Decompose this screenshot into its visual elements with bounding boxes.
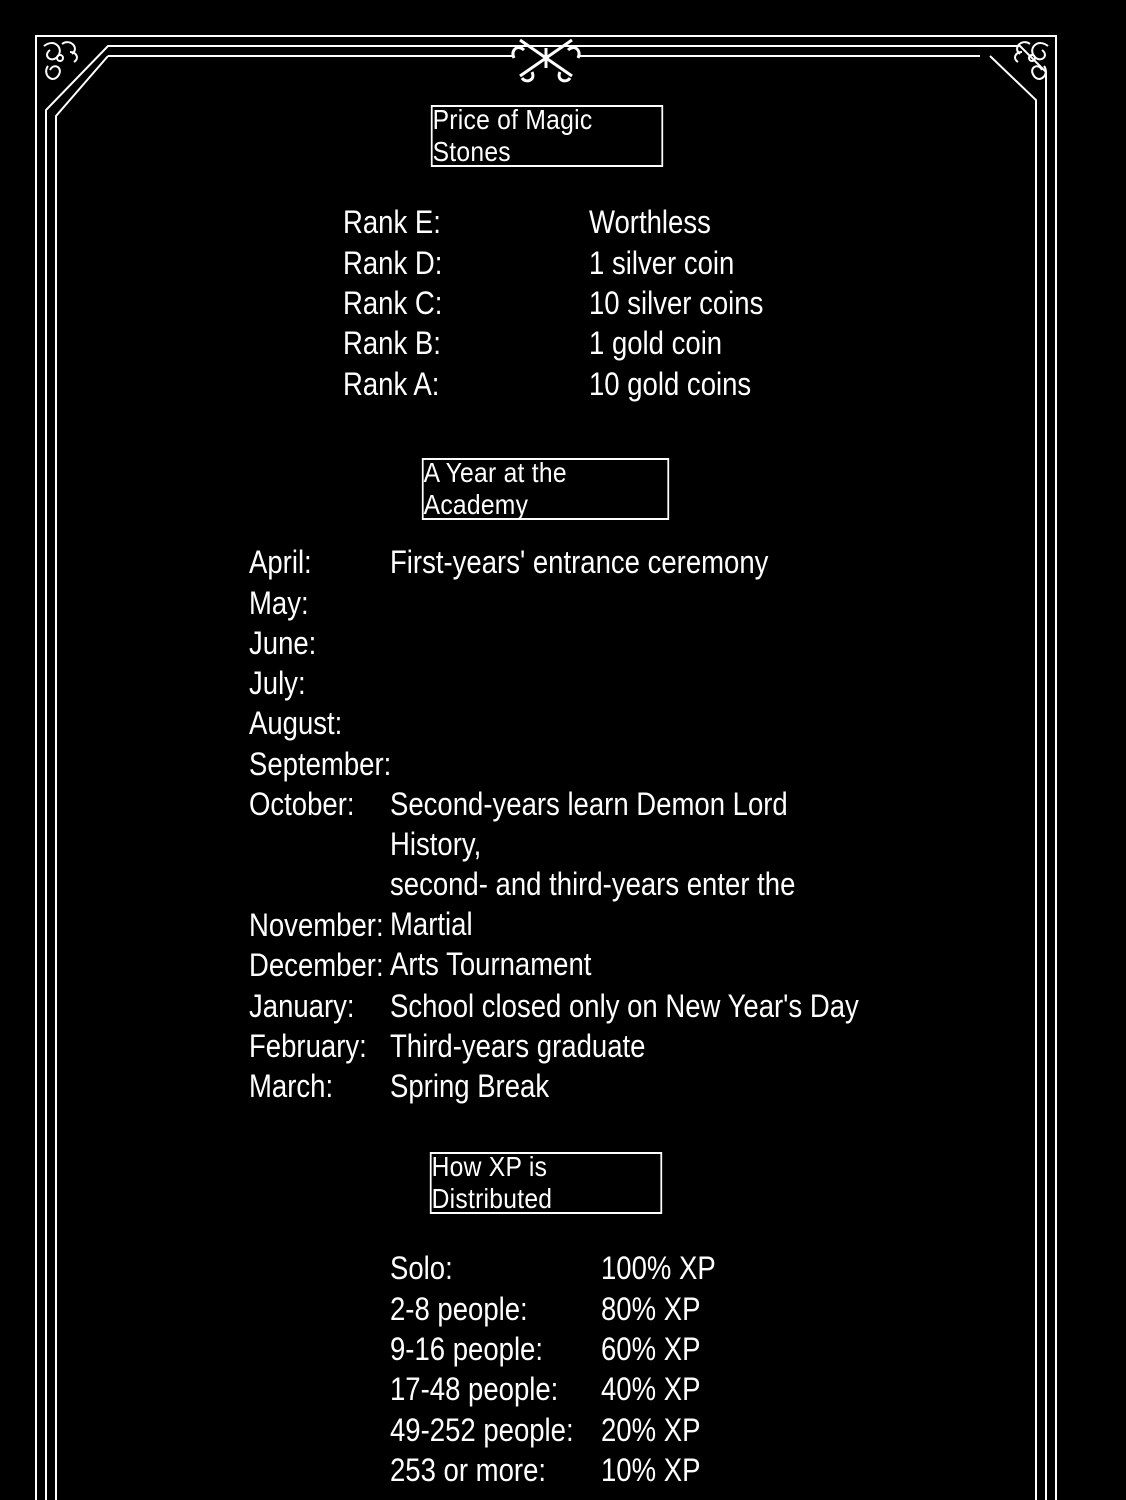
- rank-price: Worthless: [589, 204, 711, 240]
- month-label: January:: [249, 988, 355, 1024]
- rank-price: 10 silver coins: [589, 285, 764, 321]
- month-event: Spring Break: [390, 1068, 550, 1104]
- month-label: April:: [249, 544, 312, 580]
- month-label: March:: [249, 1068, 334, 1104]
- xp-share: 40% XP: [601, 1371, 701, 1407]
- month-label: July:: [249, 665, 306, 701]
- rank-label: Rank D:: [343, 245, 443, 281]
- xp-share: 20% XP: [601, 1412, 701, 1448]
- corner-flourish-right-icon: [1015, 42, 1048, 79]
- corner-flourish-left-icon: [44, 42, 77, 79]
- rank-price: 1 gold coin: [589, 325, 723, 361]
- month-label: December:: [249, 947, 384, 983]
- party-size-label: 49-252 people:: [390, 1412, 574, 1448]
- party-size-label: 2-8 people:: [390, 1291, 528, 1327]
- rank-label: Rank C:: [343, 285, 443, 321]
- month-event: First-years' entrance ceremony: [390, 544, 769, 580]
- rank-label: Rank A:: [343, 366, 440, 402]
- month-label: September:: [249, 746, 392, 782]
- month-event: School closed only on New Year's Day: [390, 988, 859, 1024]
- xp-share: 80% XP: [601, 1291, 701, 1327]
- month-event: Second-years learn Demon Lord History, second- and third-years enter the Martial Arts Tournament: [390, 786, 796, 982]
- month-label: May:: [249, 585, 309, 621]
- rank-price: 1 silver coin: [589, 245, 735, 281]
- month-label: November:: [249, 907, 384, 943]
- rank-price: 10 gold coins: [589, 366, 752, 402]
- xp-share: 10% XP: [601, 1452, 701, 1488]
- rank-label: Rank E:: [343, 204, 441, 240]
- month-label: February:: [249, 1028, 367, 1064]
- magic-stones-heading: Price of Magic Stones: [431, 105, 663, 167]
- xp-share: 60% XP: [601, 1331, 701, 1367]
- month-event: Third-years graduate: [390, 1028, 646, 1064]
- party-size-label: Solo:: [390, 1250, 453, 1286]
- rank-label: Rank B:: [343, 325, 441, 361]
- month-label: August:: [249, 705, 343, 741]
- month-label: October:: [249, 786, 355, 822]
- party-size-label: 253 or more:: [390, 1452, 547, 1488]
- academy-year-heading: A Year at the Academy: [422, 458, 669, 520]
- xp-distribution-heading: How XP is Distributed: [430, 1152, 662, 1214]
- party-size-label: 17-48 people:: [390, 1371, 559, 1407]
- party-size-label: 9-16 people:: [390, 1331, 544, 1367]
- month-label: June:: [249, 625, 317, 661]
- xp-share: 100% XP: [601, 1250, 716, 1286]
